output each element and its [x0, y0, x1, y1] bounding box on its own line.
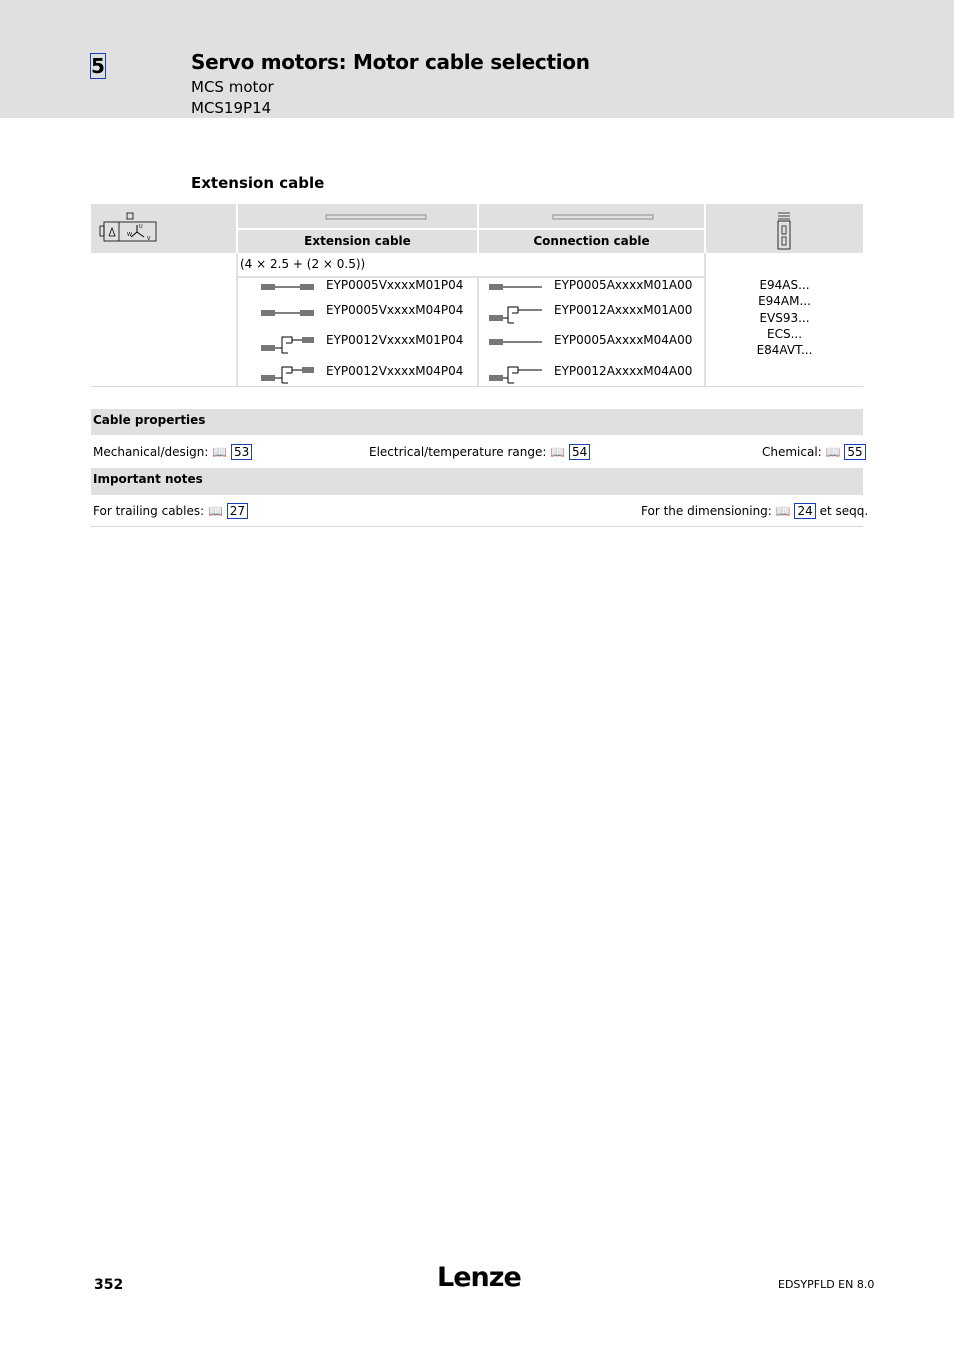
- book-icon: 📖: [550, 445, 566, 459]
- angled-plug-cable-icon: [260, 363, 316, 387]
- angled-plug-cable-icon: [488, 363, 544, 387]
- connection-cable-item: EYP0005AxxxxM01A00: [554, 278, 693, 292]
- connection-cable-item: EYP0005AxxxxM04A00: [554, 333, 693, 347]
- trailing-ref: [93, 504, 248, 518]
- plug-cable-icon: [260, 306, 316, 320]
- controller-item: E94AM...: [758, 294, 811, 309]
- trailing-label: For trailing cables:: [93, 504, 205, 518]
- extension-cable-item: EYP0012VxxxxM01P04: [326, 333, 464, 347]
- extension-icon-cell: [238, 204, 477, 228]
- important-notes-bar: [91, 468, 863, 495]
- notes-bottom-line: [91, 526, 863, 527]
- connection-icon-cell: [479, 204, 704, 228]
- dimensioning-ref: [641, 504, 868, 518]
- cable-icon: [325, 213, 427, 221]
- svg-text:V: V: [147, 236, 151, 242]
- mechanical-page-link[interactable]: 53: [231, 444, 252, 460]
- dimensioning-suffix: et seqq.: [819, 504, 869, 518]
- chapter-number-link[interactable]: 5: [91, 54, 105, 78]
- motor-header-cell: [91, 204, 236, 253]
- connection-cable-item: EYP0012AxxxxM01A00: [554, 303, 693, 317]
- dimensioning-page-link[interactable]: 24: [794, 503, 815, 519]
- book-icon: 📖: [208, 504, 223, 518]
- controller-item: ECS...: [766, 326, 803, 341]
- extension-cable-item: EYP0012VxxxxM04P04: [326, 364, 464, 378]
- column-separator: [236, 253, 238, 386]
- cable-icon: [552, 213, 654, 221]
- extension-cable-item: EYP0005VxxxxM01P04: [326, 278, 464, 292]
- controller-list: [706, 277, 863, 358]
- chemical-label: Chemical:: [762, 445, 822, 459]
- page-number: 352: [94, 1277, 124, 1293]
- book-icon: 📖: [212, 445, 228, 459]
- page-subtitle-model: MCS19P14: [191, 99, 272, 117]
- column-separator: [477, 277, 479, 386]
- angled-plug-cable-icon: [488, 303, 544, 327]
- controller-header-cell: [706, 204, 863, 253]
- motor-icon: [99, 212, 159, 246]
- plug-cable-icon: [488, 335, 544, 349]
- lenze-logo: Lenze: [437, 1262, 521, 1293]
- book-icon: 📖: [775, 504, 791, 518]
- dimensioning-label: For the dimensioning:: [641, 504, 772, 518]
- plug-cable-icon: [488, 280, 544, 294]
- svg-text:W: W: [127, 232, 132, 238]
- cable-spec: (4 × 2.5 + (2 × 0.5)): [240, 257, 366, 271]
- extension-cable-header: Extension cable: [238, 230, 477, 253]
- table-bottom-line: [91, 386, 863, 387]
- section-title: Extension cable: [191, 174, 325, 192]
- mechanical-label: Mechanical/design:: [93, 445, 209, 459]
- electrical-label: Electrical/temperature range:: [369, 445, 547, 459]
- book-icon: 📖: [825, 445, 841, 459]
- connection-cable-header: Connection cable: [479, 230, 704, 253]
- cable-properties-label: Cable properties: [93, 413, 206, 427]
- controller-icon: [776, 210, 792, 250]
- electrical-page-link[interactable]: 54: [569, 444, 590, 460]
- angled-plug-cable-icon: [260, 333, 316, 357]
- page-title: Servo motors: Motor cable selection: [191, 50, 590, 74]
- important-notes-label: Important notes: [93, 472, 203, 486]
- controller-item: E94AS...: [759, 278, 810, 292]
- mechanical-ref: [93, 445, 252, 459]
- electrical-ref: [369, 445, 590, 459]
- document-id: EDSYPFLD EN 8.0: [778, 1278, 875, 1291]
- svg-text:U: U: [139, 224, 143, 230]
- cable-properties-bar: [91, 409, 863, 435]
- controller-item: E84AVT...: [756, 343, 813, 358]
- plug-cable-icon: [260, 280, 316, 294]
- controller-item: EVS93...: [759, 310, 810, 325]
- page-subtitle-motor: MCS motor: [191, 78, 274, 96]
- chemical-ref: [762, 445, 866, 459]
- chemical-page-link[interactable]: 55: [844, 444, 865, 460]
- trailing-page-link[interactable]: 27: [227, 503, 248, 519]
- extension-cable-item: EYP0005VxxxxM04P04: [326, 303, 464, 317]
- connection-cable-item: EYP0012AxxxxM04A00: [554, 364, 693, 378]
